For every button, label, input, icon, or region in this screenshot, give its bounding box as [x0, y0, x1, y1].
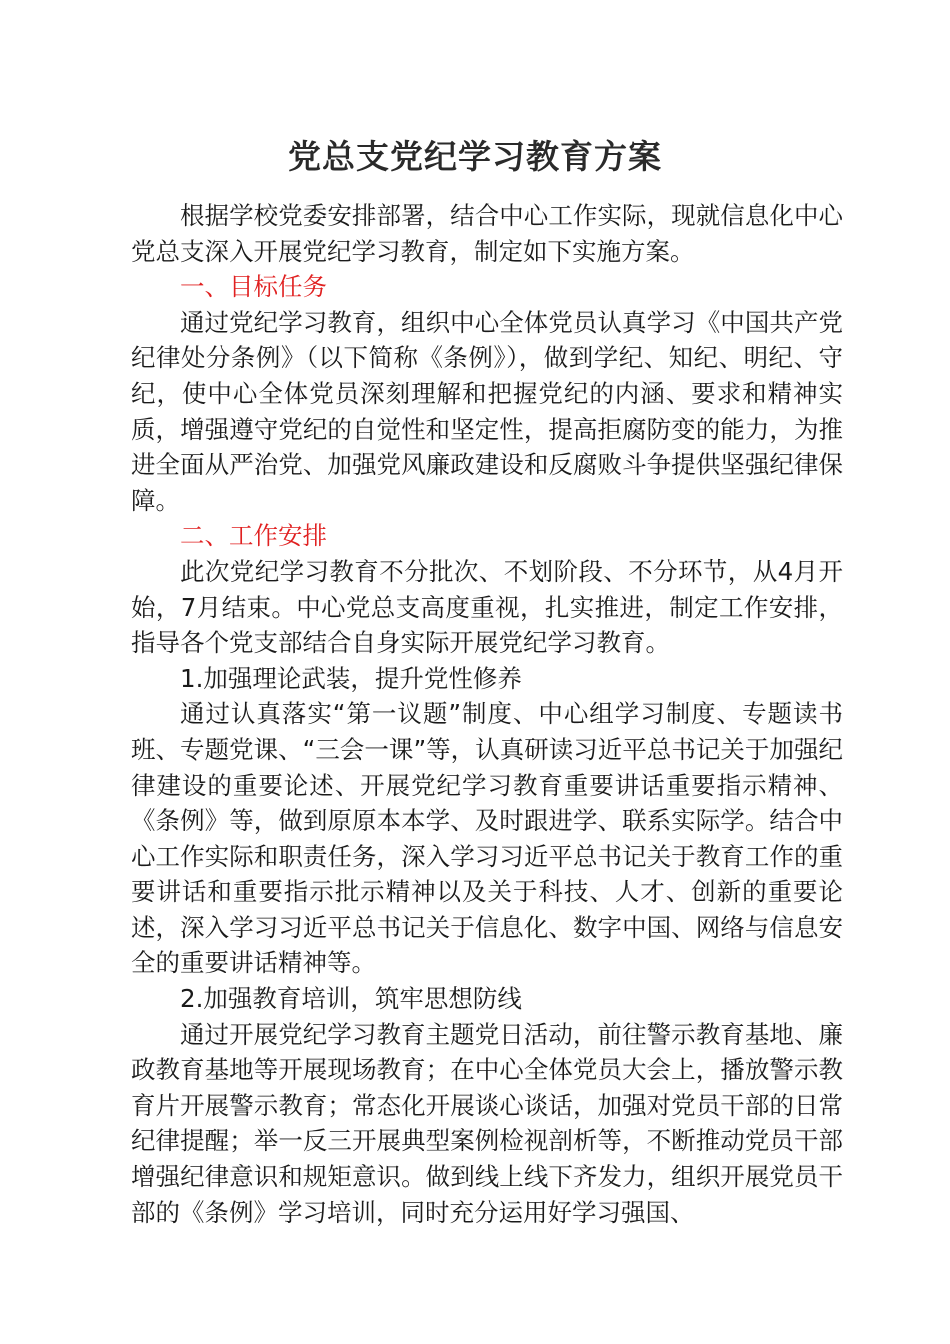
section-heading-arrangement: 二、工作安排 [180, 521, 327, 551]
document-body [131, 198, 843, 1230]
section-heading-goals: 一、目标任务 [180, 272, 327, 302]
theory-paragraph: 通过认真落实“第一议题”制度、中心组学习制度、专题读书班、专题党课、“三会一课”等，认真研读习近平总书记关于加强纪律建设的重要论述、开展党纪学习教育重要讲话重要指示精神、《条例》等，做到原原本本学、及时跟进学、联系实际学。结合中心工作实际和职责任务，深入学习习近平总书记关于教育工作的重要讲话和重要指示批示精神以及关于科技、人才、创新的重要论述，深入学习习近平总书记关于信息化、数字中国、网络与信息安全的重要讲话精神等。 [131, 699, 843, 978]
subheading-training: 2.加强教育培训，筑牢思想防线 [180, 984, 522, 1014]
training-paragraph: 通过开展党纪学习教育主题党日活动，前往警示教育基地、廉政教育基地等开展现场教育；在中心全体党员大会上，播放警示教育片开展警示教育；常态化开展谈心谈话，加强对党员干部的日常纪律提醒；举一反三开展典型案例检视剖析等，不断推动党员干部增强纪律意识和规矩意识。做到线上线下齐发力，组织开展党员干部的《条例》学习培训，同时充分运用好学习强国、 [131, 1019, 843, 1227]
intro-paragraph: 根据学校党委安排部署，结合中心工作实际，现就信息化中心党总支深入开展党纪学习教育，制定如下实施方案。 [131, 201, 843, 266]
arrangement-paragraph: 此次党纪学习教育不分批次、不划阶段、不分环节，从4月开始，7月结束。中心党总支高度重视，扎实推进，制定工作安排，指导各个党支部结合自身实际开展党纪学习教育。 [131, 556, 843, 658]
subheading-theory: 1.加强理论武装，提升党性修养 [180, 663, 522, 693]
goals-paragraph: 通过党纪学习教育，组织中心全体党员认真学习《中国共产党纪律处分条例》（以下简称《条例》），做到学纪、知纪、明纪、守纪，使中心全体党员深刻理解和把握党纪的内涵、要求和精神实质，增强遵守党纪的自觉性和坚定性，提高拒腐防变的能力，为推进全面从严治党、加强党风廉政建设和反腐败斗争提供坚强纪律保障。 [131, 307, 843, 515]
document-title: 党总支党纪学习教育方案 [288, 137, 662, 176]
